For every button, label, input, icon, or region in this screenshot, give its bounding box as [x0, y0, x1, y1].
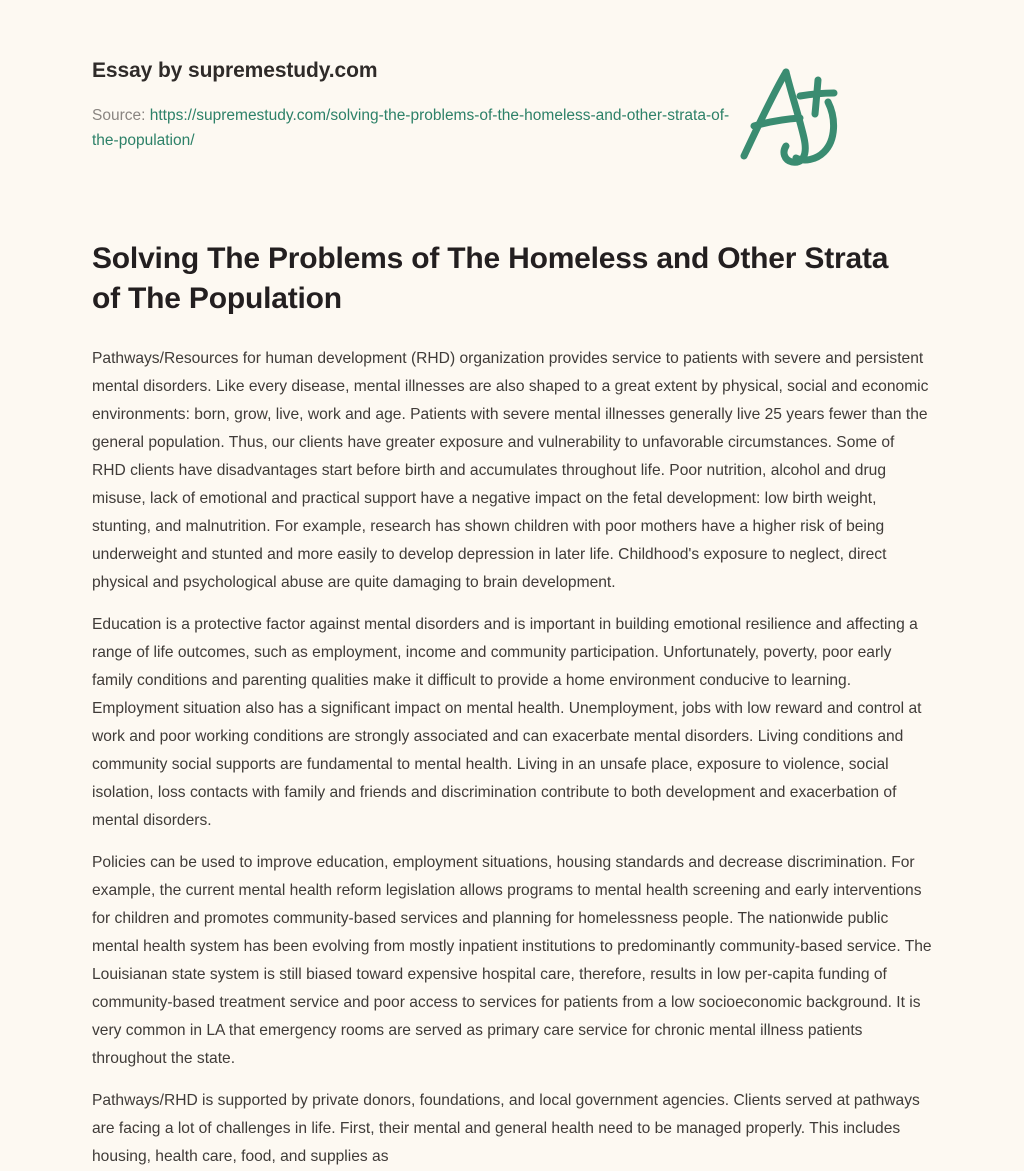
article-body	[92, 319, 932, 1171]
paragraph: Pathways/Resources for human development (RHD) organization provides service to patients with severe and persistent mental disorders. Like every disease, mental illnesses are also shaped to a great extent by physical, social and economic environments: born, grow, live, work and age. Patients with severe mental illnesses generally live 25 years fewer than the general population. Thus, our clients have greater exposure and vulnerability to unfavorable circumstances. Some of RHD clients have disadvantages start before birth and accumulates throughout life. Poor nutrition, alcohol and drug misuse, lack of emotional and practical support have a negative impact on the fetal development: low birth weight, stunting, and malnutrition. For example, research has shown children with poor mothers have a higher risk of being underweight and stunted and more easily to develop depression in later life. Childhood's exposure to neglect, direct physical and psychological abuse are quite damaging to brain development.	[92, 350, 929, 591]
document-header	[92, 0, 932, 153]
paragraph: Policies can be used to improve education, employment situations, housing standards and decrease discrimination. For example, the current mental health reform legislation allows programs to mental health screening and early interventions for children and promotes community-based services and planning for homelessness people. The nationwide public mental health system has been evolving from mostly inpatient institutions to predominantly community-based service. The Louisianan state system is still biased toward expensive hospital care, therefore, results in low per-capita funding of community-based treatment service and poor access to services for patients from a low socioeconomic background. It is very common in LA that emergency rooms are served as primary care service for chronic mental illness patients throughout the state.	[92, 854, 932, 1067]
aplus-logo-icon	[730, 58, 846, 174]
essay-byline: Essay by supremestudy.com	[92, 59, 378, 82]
source-line	[92, 103, 752, 153]
paragraph: Pathways/RHD is supported by private donors, foundations, and local government agencies. Clients served at pathways are facing a lot of challenges in life. First, their mental and general health need to be managed properly. This includes housing, health care, food, and supplies as	[92, 1092, 920, 1165]
page-title: Solving The Problems of The Homeless and Other Strata of The Population	[92, 242, 889, 315]
source-label: Source:	[92, 107, 150, 124]
paragraph: Education is a protective factor against mental disorders and is important in building emotional resilience and affecting a range of life outcomes, such as employment, income and community participation. Unfortunately, poverty, poor early family conditions and parenting qualities make it difficult to provide a home environment conducive to learning. Employment situation also has a significant impact on mental health. Unemployment, jobs with low reward and control at work and poor working conditions are strongly associated and can exacerbate mental disorders. Living conditions and community social supports are fundamental to mental health. Living in an unsafe place, exposure to violence, social isolation, loss contacts with family and friends and discrimination contribute to both development and exacerbation of mental disorders.	[92, 616, 922, 829]
source-url-link[interactable]: https://supremestudy.com/solving-the-problems-of-the-homeless-and-other-strata-of-the-population/	[92, 107, 730, 149]
